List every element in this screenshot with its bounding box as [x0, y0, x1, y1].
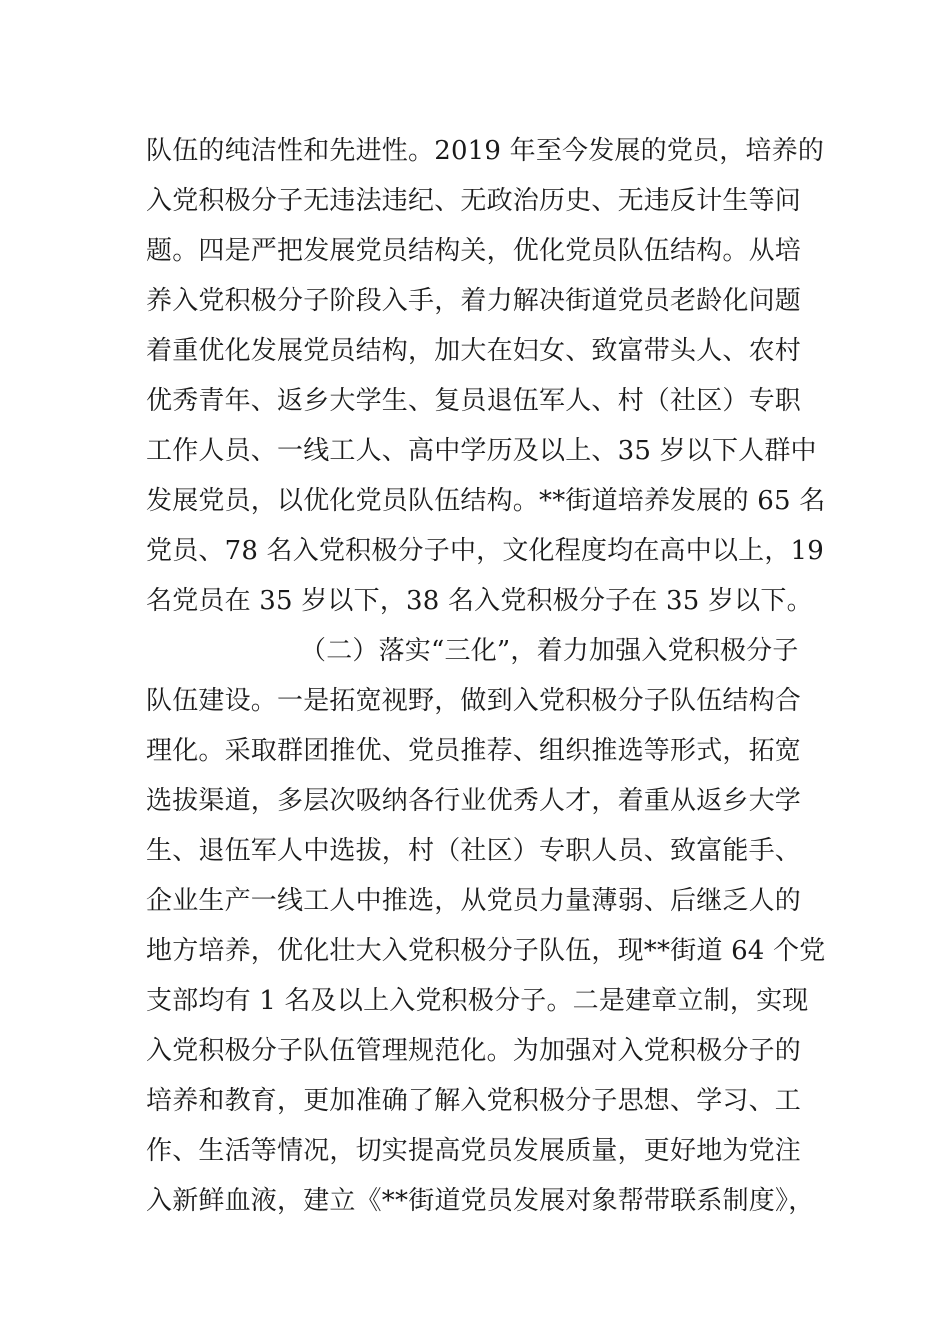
text-line-16: 企业生产一线工人中推选，从党员力量薄弱、后继乏人的 [146, 886, 802, 916]
text-line-19: 入党积极分子队伍管理规范化。为加强对入党积极分子的 [146, 1036, 802, 1066]
section-heading-line: （二）落实“三化”，着力加强入党积极分子 [300, 636, 799, 666]
text-line-8: 发展党员，以优化党员队伍结构。**街道培养发展的 65 名 [146, 486, 826, 516]
text-line-10: 名党员在 35 岁以下，38 名入党积极分子在 35 岁以下。 [146, 586, 813, 616]
text-line-12: 队伍建设。一是拓宽视野，做到入党积极分子队伍结构合 [146, 686, 802, 716]
text-line-15: 生、退伍军人中选拔，村（社区）专职人员、致富能手、 [146, 836, 802, 866]
text-line-9: 党员、78 名入党积极分子中，文化程度均在高中以上，19 [146, 536, 825, 566]
text-line-3: 题。四是严把发展党员结构关，优化党员队伍结构。从培 [146, 236, 802, 266]
text-line-2: 入党积极分子无违法违纪、无政治历史、无违反计生等问 [146, 186, 802, 216]
text-line-7: 工作人员、一线工人、高中学历及以上、35 岁以下人群中 [146, 436, 817, 466]
text-line-21: 作、生活等情况，切实提高党员发展质量，更好地为党注 [146, 1136, 802, 1166]
text-line-17: 地方培养，优化壮大入党积极分子队伍，现**街道 64 个党 [146, 936, 826, 966]
text-line-13: 理化。采取群团推优、党员推荐、组织推选等形式，拓宽 [146, 736, 802, 766]
text-line-4: 养入党积极分子阶段入手，着力解决街道党员老龄化问题 [146, 286, 802, 316]
text-line-22: 入新鲜血液，建立《**街道党员发展对象帮带联系制度》， [146, 1186, 815, 1216]
text-line-14: 选拔渠道，多层次吸纳各行业优秀人才，着重从返乡大学 [146, 786, 802, 816]
text-line-20: 培养和教育，更加准确了解入党积极分子思想、学习、工 [146, 1086, 802, 1116]
text-line-6: 优秀青年、返乡大学生、复员退伍军人、村（社区）专职 [146, 386, 802, 416]
text-line-1: 队伍的纯洁性和先进性。2019 年至今发展的党员，培养的 [146, 136, 825, 166]
text-line-5: 着重优化发展党员结构，加大在妇女、致富带头人、农村 [146, 336, 802, 366]
text-line-18: 支部均有 1 名及以上入党积极分子。二是建章立制，实现 [146, 986, 809, 1016]
